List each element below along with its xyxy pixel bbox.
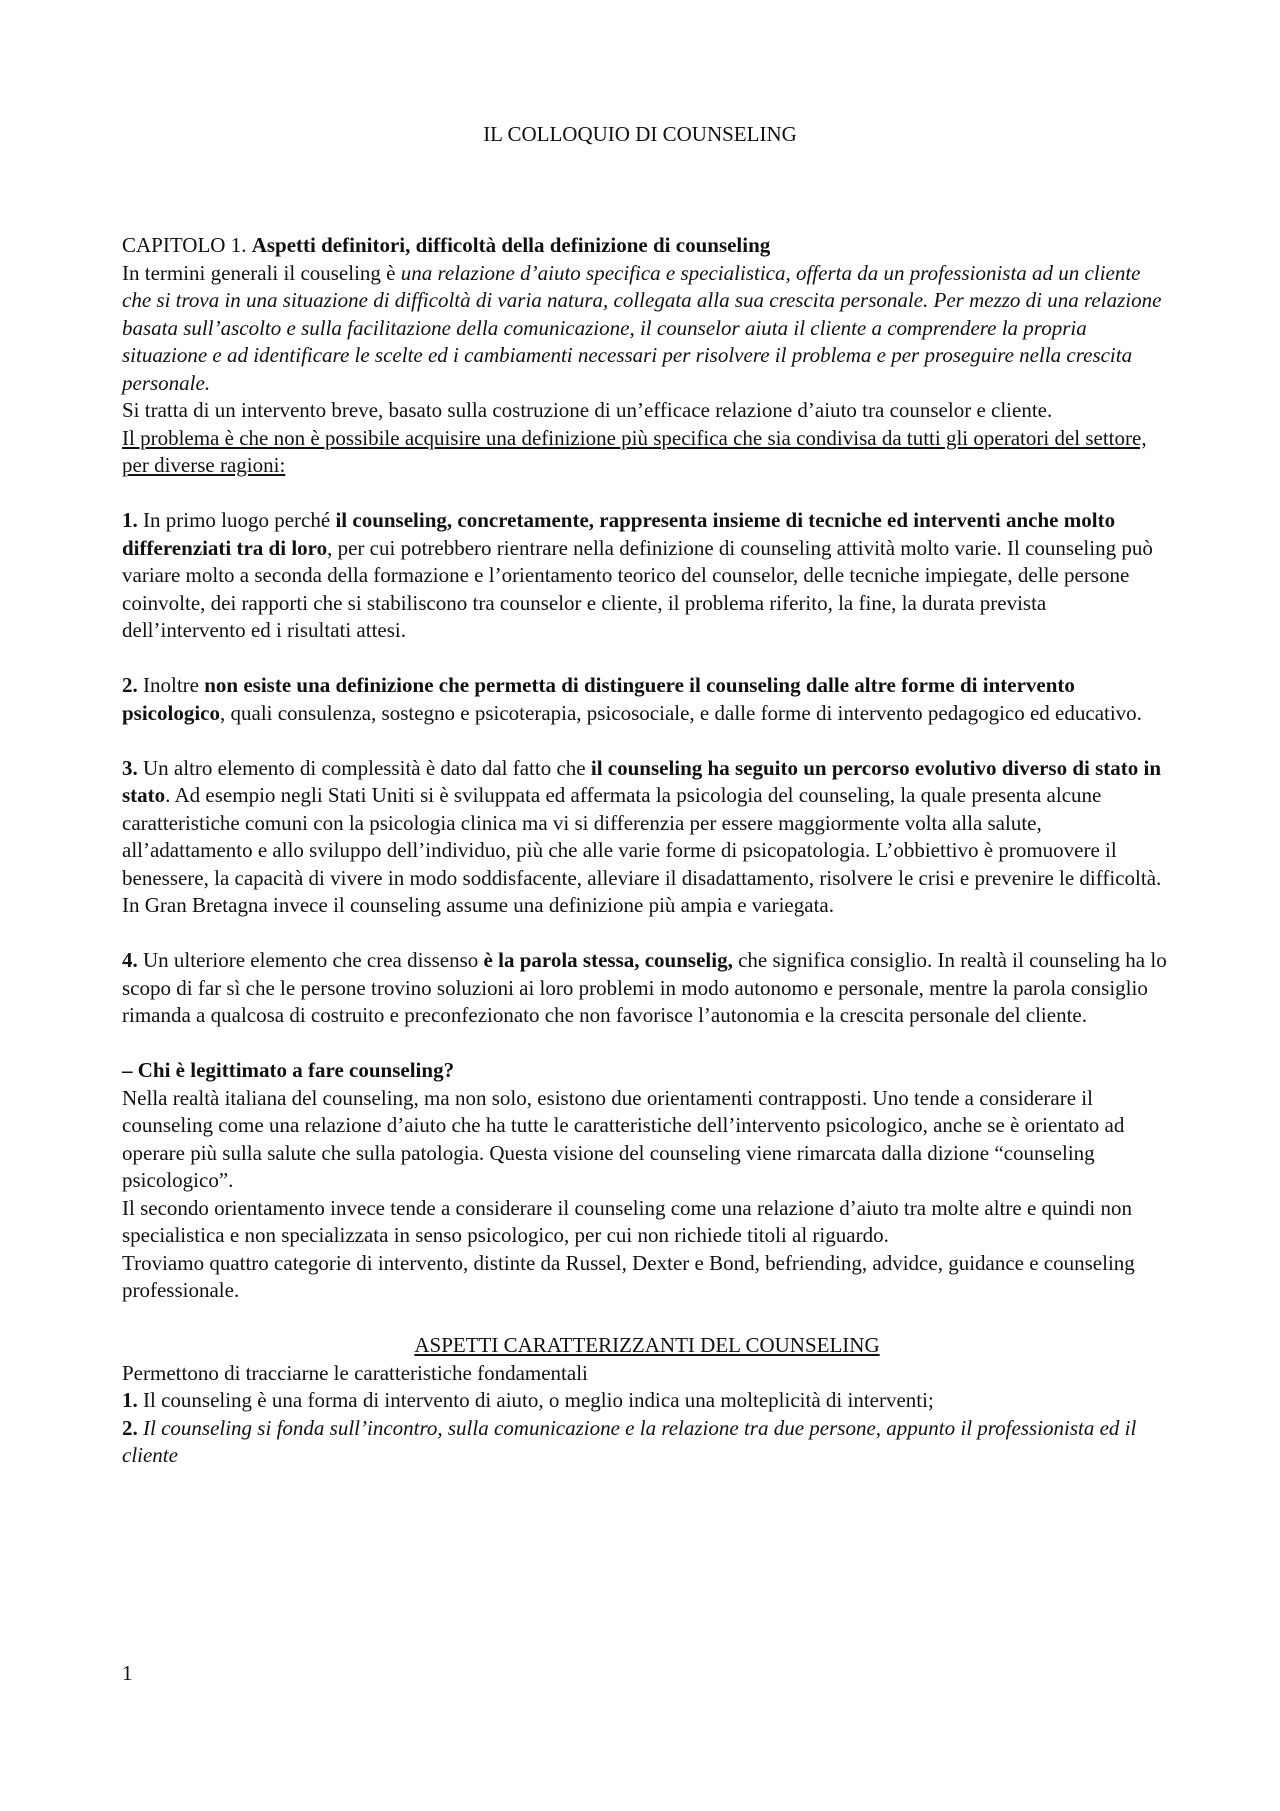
aspect-item-1 — [122, 1387, 1172, 1415]
reason-4 — [122, 947, 1172, 1030]
aspect-text: Il counseling è una forma di intervento di aiuto, o meglio indica una molteplicità di interventi; — [137, 1388, 934, 1412]
aspects-heading-text: ASPETTI CARATTERIZZANTI DEL COUNSELING — [414, 1333, 880, 1357]
who-paragraph-3: Troviamo quattro categorie di intervento, distinte da Russel, Dexter e Bond, befriending, advidce, guidance e counseling professionale. — [122, 1250, 1135, 1302]
intro-text: In termini generali il couseling è — [122, 260, 401, 285]
who-paragraph-1: Nella realtà italiana del counseling, ma non solo, esistono due orientamenti contrapposti. Uno tende a considerare il counseling come una relazione d’aiuto che ha tutte le caratteristiche dell’intervento psicologico, anche se è orientato ad operare più sulla salute che sulla patologia. Questa visione del counseling viene rimarcata dalla dizione “counseling psicologico”. — [122, 1085, 1125, 1192]
reason-text: . Ad esempio negli Stati Uniti si è sviluppata ed affermata la psicologia del counseling, la quale presenta alcune caratteristiche comuni con la psicologia clinica ma vi si differenzia per essere maggiormente volta alla salute, all’adattamento e allo sviluppo dell’individuo, più che alle varie forme di psicopatologia. L’obbiettivo è promuovere il benessere, la capacità di vivere in modo soddisfacente, alleviare il disadattamento, risolvere le crisi e prevenire le difficoltà. In Gran Bretagna invece il counseling assume una definizione più ampia e variegata. — [122, 783, 1162, 917]
reason-text: che significa consiglio. In realtà il counseling ha lo scopo di far sì che le persone trovino soluzioni ai loro problemi in modo autonomo e personale, mentre la parola consiglio rimanda a qualcosa di costruito e preconfezionato che non favorisce l’autonomia e la crescita personale del cliente. — [122, 948, 1167, 1027]
reason-1 — [122, 507, 1172, 645]
reason-2 — [122, 672, 1172, 727]
problem-text: Il problema è che non è possibile acquisire una definizione più specifica che sia condivisa da tutti gli operatori del settore, per diverse ragioni: — [122, 425, 1147, 477]
reason-3 — [122, 755, 1172, 920]
definition-text: una relazione d’aiuto specifica e specialistica, offerta da un professionista ad un cliente che si trova in una situazione di difficoltà di varia natura, collegata alla sua crescita personale. Per mezzo di una relazione basata sull’ascolto e sulla facilitazione della comunicazione, il counselor aiuta il cliente a comprendere la propria situazione e ad identificare le scelte ed i cambiamenti necessari per risolvere il problema e per proseguire nella crescita personale. — [122, 260, 1162, 395]
reason-bold: è la parola stessa, counselig, — [483, 948, 733, 972]
reason-text: Un ulteriore elemento che crea dissenso — [137, 948, 484, 972]
reason-text: , per cui potrebbero rientrare nella definizione di counseling attività molto varie. Il counseling può variare molto a seconda della formazione e l’orientamento teorico del counselor, delle tecniche impiegate, delle persone coinvolte, dei rapporti che si stabiliscono tra counselor e cliente, il problema riferito, la fine, la durata prevista dell’intervento ed i risultati attesi. — [122, 535, 1153, 642]
reason-text: Un altro elemento di complessità è dato dal fatto che — [137, 755, 591, 780]
reason-text: , quali consulenza, sostegno e psicoterapia, psicosociale, e dalle forme di intervento pedagogico ed educativo. — [220, 700, 1142, 725]
intro-paragraph-2: Si tratta di un intervento breve, basato sulla costruzione di un’efficace relazione d’aiuto tra counselor e cliente. — [122, 398, 1053, 422]
intro-paragraph — [122, 260, 1172, 398]
reason-number: 2. — [122, 673, 138, 697]
chapter-heading — [122, 232, 1172, 260]
reason-bold: il counseling ha seguito un percorso evolutivo diverso di stato in stato — [122, 755, 1162, 807]
aspect-number: 1. — [122, 1388, 138, 1412]
reason-number: 1. — [122, 508, 138, 532]
reason-number: 3. — [122, 755, 138, 780]
reason-bold: il counseling, concretamente, rappresenta insieme di tecniche ed interventi anche molto differenziati tra di loro — [122, 508, 1116, 560]
document-title: IL COLLOQUIO DI COUNSELING — [483, 122, 797, 146]
reason-number: 4. — [122, 948, 138, 972]
who-heading-text: – Chi è legittimato a fare counseling? — [122, 1058, 455, 1082]
who-paragraph-2: Il secondo orientamento invece tende a considerare il counseling come una relazione d’aiuto tra molte altre e quindi non specialistica e non specializzata in senso psicologico, per cui non richiede titoli al riguardo. — [122, 1195, 1132, 1247]
chapter-title: Aspetti definitori, difficoltà della definizione di counseling — [251, 233, 771, 257]
document-body — [122, 232, 1172, 1470]
aspect-text: Il counseling si fonda sull’incontro, sulla comunicazione e la relazione tra due persone, appunto il professionista ed il cliente — [122, 1415, 1137, 1467]
problem-paragraph — [122, 425, 1172, 480]
who-heading — [122, 1057, 1172, 1085]
chapter-label: CAPITOLO 1. — [122, 233, 247, 257]
aspects-intro: Permettono di tracciarne le caratteristiche fondamentali — [122, 1360, 588, 1385]
page-number: 1 — [122, 1661, 133, 1685]
aspects-heading — [122, 1332, 1172, 1360]
aspect-item-2 — [122, 1415, 1172, 1470]
aspect-number: 2. — [122, 1415, 138, 1440]
reason-text: In primo luogo perché — [137, 508, 336, 532]
reason-bold: non esiste una definizione che permetta di distinguere il counseling dalle altre forme di intervento psicologico — [122, 673, 1075, 725]
reason-text: Inoltre — [137, 673, 205, 697]
